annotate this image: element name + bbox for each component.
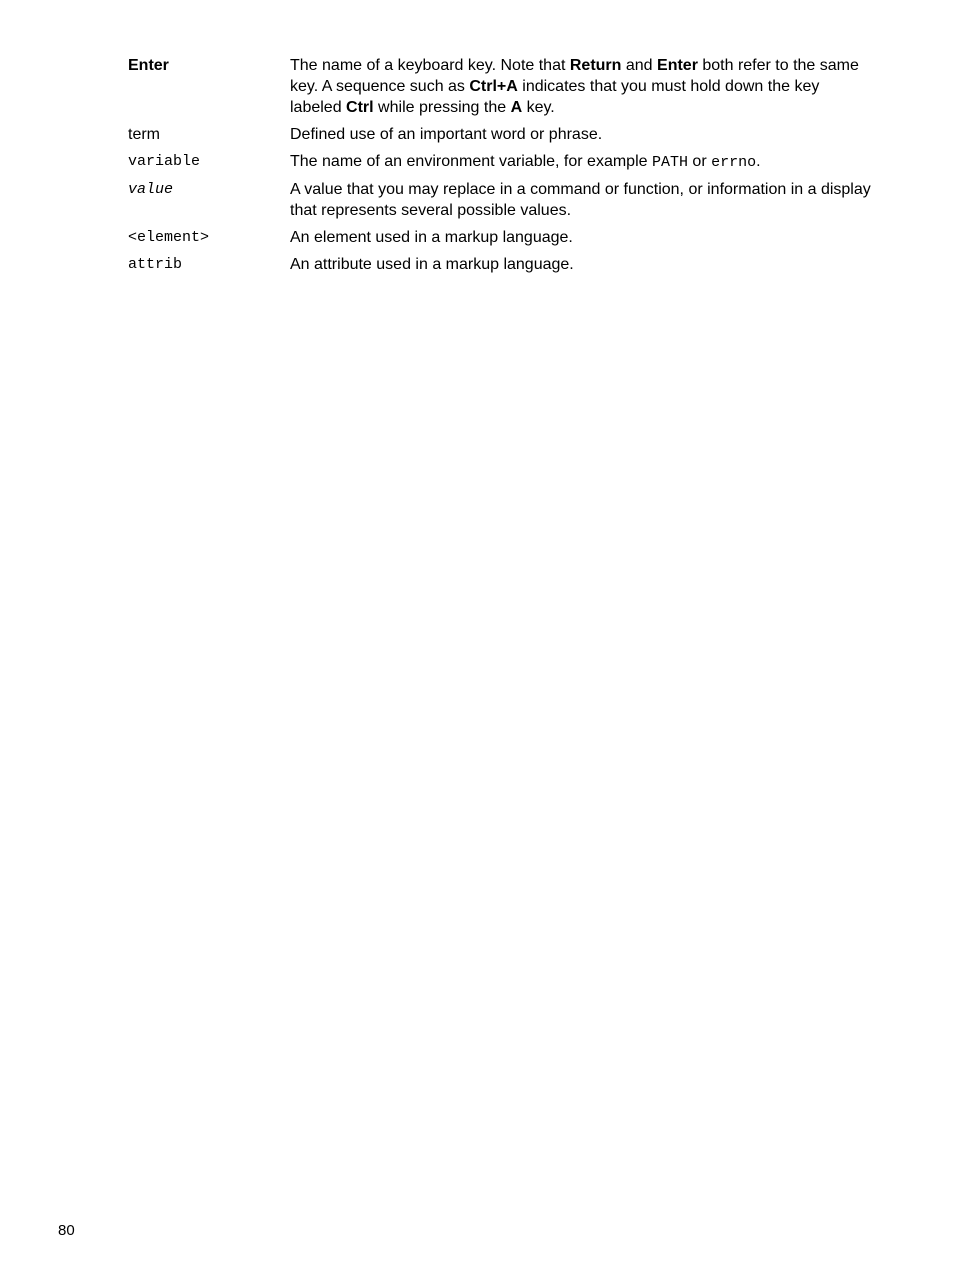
typographic-conventions-list: [128, 55, 873, 281]
page-number: 80: [58, 1222, 75, 1239]
convention-row-variable: [128, 151, 873, 173]
convention-row-term: [128, 124, 873, 145]
convention-row-value: [128, 179, 873, 221]
convention-term: term: [128, 126, 160, 143]
convention-term: attrib: [128, 256, 183, 273]
definition-text: .: [756, 153, 761, 170]
key-name-ctrl: Ctrl: [346, 99, 374, 116]
key-name-return: Return: [569, 57, 622, 74]
convention-term: value: [128, 181, 174, 198]
convention-term: variable: [128, 153, 201, 170]
definition-text: and: [621, 57, 658, 74]
convention-row-element: [128, 227, 873, 248]
convention-term: Enter: [128, 57, 169, 74]
convention-definition: Defined use of an important word or phrase.: [290, 126, 603, 143]
convention-definition: [290, 55, 873, 118]
convention-row-attrib: [128, 254, 873, 275]
convention-term: <element>: [128, 229, 210, 246]
key-name-enter: Enter: [657, 57, 698, 74]
definition-text: while pressing the: [373, 99, 511, 116]
key-name-ctrl-a: Ctrl+A: [469, 78, 518, 95]
definition-text: key.: [522, 99, 555, 116]
definition-text: indicates that you must hold down the key labeled: [290, 78, 820, 116]
key-name-a: A: [510, 99, 523, 116]
convention-definition: [290, 151, 873, 173]
convention-row-enter: [128, 55, 873, 118]
definition-text: both refer to the same key. A sequence such as: [290, 57, 859, 95]
definition-text: The name of an environment variable, for example: [290, 153, 652, 170]
convention-definition: A value that you may replace in a command or function, or information in a display that represents several possible values.: [290, 181, 871, 219]
definition-text: The name of a keyboard key. Note that: [290, 57, 570, 74]
convention-definition: An attribute used in a markup language.: [290, 256, 574, 273]
code-path: PATH: [651, 154, 688, 171]
definition-text: or: [687, 153, 712, 170]
convention-definition: An element used in a markup language.: [290, 229, 573, 246]
code-errno: errno: [711, 154, 757, 171]
